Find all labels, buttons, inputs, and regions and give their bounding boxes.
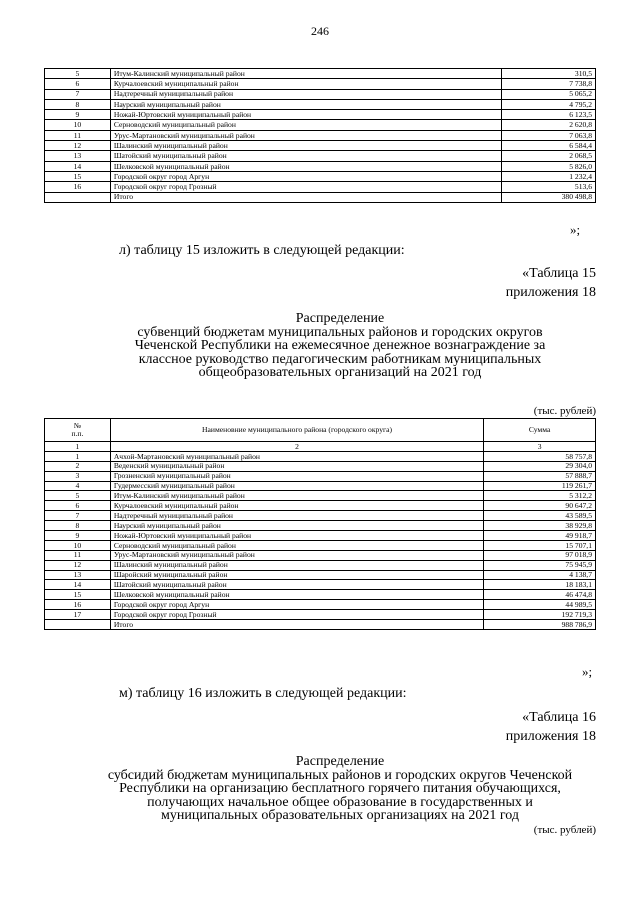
row-number: 13 (45, 151, 111, 161)
row-district: Урус-Мартановский муниципальный район (110, 550, 483, 560)
row-amount: 5 312,2 (484, 491, 596, 501)
row-number: 6 (45, 501, 111, 511)
table-row (45, 620, 596, 630)
row-number: 7 (45, 511, 111, 521)
table-row (45, 192, 596, 202)
row-amount: 5 065,2 (502, 89, 596, 99)
row-amount: 7 063,8 (502, 130, 596, 140)
row-amount: 46 474,8 (484, 590, 596, 600)
table-row (45, 540, 596, 550)
row-district: Грозненский муниципальный район (110, 471, 483, 481)
continuation-table (44, 68, 596, 203)
row-amount: 1 232,4 (502, 171, 596, 181)
row-number: 8 (45, 99, 111, 109)
row-amount: 49 918,7 (484, 531, 596, 541)
table-row (45, 130, 596, 140)
table16-label-line2: приложения 18 (505, 729, 596, 744)
row-number: 15 (45, 590, 111, 600)
row-number: 6 (45, 79, 111, 89)
table15-header-num: № п.п. (45, 419, 111, 442)
table15-heading (80, 312, 600, 380)
row-amount: 90 647,2 (484, 501, 596, 511)
row-amount: 75 945,9 (484, 560, 596, 570)
table-row (45, 491, 596, 501)
row-amount: 29 304,0 (484, 461, 596, 471)
row-district: Ачхой-Мартановский муниципальный район (110, 451, 483, 461)
table-row (45, 151, 596, 161)
table-row (45, 69, 596, 79)
row-number: 1 (45, 451, 111, 461)
row-number: 7 (45, 89, 111, 99)
instruction-m: м) таблицу 16 изложить в следующей редакции: (119, 686, 407, 701)
row-number: 17 (45, 610, 111, 620)
row-number: 16 (45, 182, 111, 192)
row-amount: 43 589,5 (484, 511, 596, 521)
table15-colnum-2: 2 (110, 442, 483, 452)
row-number: 10 (45, 540, 111, 550)
row-district: Итум-Калинский муниципальный район (110, 69, 501, 79)
table15-subtitle-3: классное руководство педагогическим работникам муниципальных (138, 351, 542, 367)
row-number: 12 (45, 560, 111, 570)
table-row (45, 560, 596, 570)
table-row (45, 89, 596, 99)
table16-label-line1: «Таблица 16 (522, 710, 596, 725)
row-district: Ножай-Юртовский муниципальный район (110, 110, 501, 120)
row-number (45, 192, 111, 202)
table-row (45, 600, 596, 610)
table16-subtitle-1: субсидий бюджетам муниципальных районов и городских округов Чеченской (107, 767, 573, 783)
row-district: Городской округ город Аргун (110, 171, 501, 181)
row-number: 8 (45, 521, 111, 531)
row-number: 11 (45, 550, 111, 560)
table16-subtitle-4: муниципальных образовательных организациях на 2021 год (160, 808, 520, 823)
table-row (45, 481, 596, 491)
row-district: Шаройский муниципальный район (110, 570, 483, 580)
row-number: 16 (45, 600, 111, 610)
row-amount: 4 138,7 (484, 570, 596, 580)
row-district: Шелковской муниципальный район (110, 161, 501, 171)
row-amount: 2 068,5 (502, 151, 596, 161)
row-district: Курчалоевский муниципальный район (110, 79, 501, 89)
table16-subtitle-3: получающих начальное общее образование в государственных и (147, 794, 533, 810)
row-amount: 97 018,9 (484, 550, 596, 560)
row-number: 4 (45, 481, 111, 491)
row-amount: 380 498,8 (502, 192, 596, 202)
table-row (45, 141, 596, 151)
row-amount: 38 929,8 (484, 521, 596, 531)
row-number: 5 (45, 491, 111, 501)
table16-title: Распределение (295, 754, 385, 769)
instruction-l: л) таблицу 15 изложить в следующей редакции: (119, 243, 405, 258)
row-number: 14 (45, 161, 111, 171)
row-amount: 15 707,1 (484, 540, 596, 550)
page-number: 246 (311, 24, 329, 38)
table15-colnum-3: 3 (484, 442, 596, 452)
row-amount: 310,5 (502, 69, 596, 79)
table15-units: (тыс. рублей) (533, 405, 596, 417)
row-district: Городской округ город Аргун (110, 600, 483, 610)
row-district: Шелковской муниципальный район (110, 590, 483, 600)
row-district: Курчалоевский муниципальный район (110, 501, 483, 511)
table-row (45, 182, 596, 192)
row-district: Ножай-Юртовский муниципальный район (110, 531, 483, 541)
table15-header-name: Наименовние муниципального района (городского округа) (110, 419, 483, 442)
row-amount: 192 719,3 (484, 610, 596, 620)
table15-closing: »; (582, 664, 593, 679)
table15-subtitle-4: общеобразовательных организаций на 2021 год (198, 365, 482, 380)
table-row (45, 79, 596, 89)
row-district: Итого (110, 192, 501, 202)
table16-heading (80, 755, 600, 823)
table-row (45, 171, 596, 181)
row-district: Веденский муниципальный район (110, 461, 483, 471)
row-district: Шатойский муниципальный район (110, 151, 501, 161)
row-district: Урус-Мартановский муниципальный район (110, 130, 501, 140)
table-row (45, 580, 596, 590)
table-row (45, 161, 596, 171)
row-amount: 18 183,1 (484, 580, 596, 590)
table15-label-line1: «Таблица 15 (522, 266, 596, 281)
table-row (45, 511, 596, 521)
row-amount: 44 989,5 (484, 600, 596, 610)
table-row (45, 110, 596, 120)
row-number: 13 (45, 570, 111, 580)
table-row (45, 471, 596, 481)
row-amount: 5 826,0 (502, 161, 596, 171)
row-number: 10 (45, 120, 111, 130)
row-district: Надтеречный муниципальный район (110, 511, 483, 521)
row-number: 12 (45, 141, 111, 151)
table-row (45, 610, 596, 620)
row-district: Итого (110, 620, 483, 630)
row-amount: 988 786,9 (484, 620, 596, 630)
row-amount: 6 584,4 (502, 141, 596, 151)
row-number: 9 (45, 110, 111, 120)
row-number: 14 (45, 580, 111, 590)
row-number: 15 (45, 171, 111, 181)
table16-subtitle-2: Республики на организацию бесплатного горячего питания обучающихся, (119, 781, 561, 796)
table-row (45, 521, 596, 531)
table-row (45, 501, 596, 511)
table15-subtitle-2: Чеченской Республики на ежемесячное денежное вознаграждение за (134, 338, 546, 353)
row-number: 5 (45, 69, 111, 79)
row-amount: 119 261,7 (484, 481, 596, 491)
row-district: Надтеречный муниципальный район (110, 89, 501, 99)
row-number: 3 (45, 471, 111, 481)
row-district: Городской округ город Грозный (110, 182, 501, 192)
table15-label-line2: приложения 18 (505, 285, 596, 300)
row-district: Шалинский муниципальный район (110, 560, 483, 570)
row-number (45, 620, 111, 630)
table15-subtitle-1: субвенций бюджетам муниципальных районов и городских округов (137, 324, 543, 340)
table-row (45, 550, 596, 560)
table15-title: Распределение (295, 311, 385, 326)
row-district: Итум-Калинский муниципальный район (110, 491, 483, 501)
row-amount: 6 123,5 (502, 110, 596, 120)
row-district: Шалинский муниципальный район (110, 141, 501, 151)
row-amount: 513,6 (502, 182, 596, 192)
row-district: Наурский муниципальный район (110, 521, 483, 531)
row-district: Серноводский муниципальный район (110, 120, 501, 130)
row-district: Шатойский муниципальный район (110, 580, 483, 590)
top-table-closing: »; (570, 222, 581, 237)
table-row (45, 451, 596, 461)
table-row (45, 461, 596, 471)
row-district: Городской округ город Грозный (110, 610, 483, 620)
row-district: Гудермесский муниципальный район (110, 481, 483, 491)
table16-units: (тыс. рублей) (533, 824, 596, 836)
table15-header-sum: Сумма (484, 419, 596, 442)
row-district: Серноводский муниципальный район (110, 540, 483, 550)
row-amount: 4 795,2 (502, 99, 596, 109)
table-row (45, 99, 596, 109)
table-row (45, 570, 596, 580)
row-amount: 7 738,8 (502, 79, 596, 89)
table15-header-row (45, 419, 596, 442)
table15 (44, 418, 596, 630)
table15-colnum-1: 1 (45, 442, 111, 452)
table-row (45, 590, 596, 600)
table-row (45, 120, 596, 130)
row-number: 9 (45, 531, 111, 541)
row-number: 11 (45, 130, 111, 140)
row-number: 2 (45, 461, 111, 471)
table15-colnum-row (45, 442, 596, 452)
row-district: Наурский муниципальный район (110, 99, 501, 109)
row-amount: 58 757,8 (484, 451, 596, 461)
row-amount: 2 620,8 (502, 120, 596, 130)
row-amount: 57 888,7 (484, 471, 596, 481)
table-row (45, 531, 596, 541)
